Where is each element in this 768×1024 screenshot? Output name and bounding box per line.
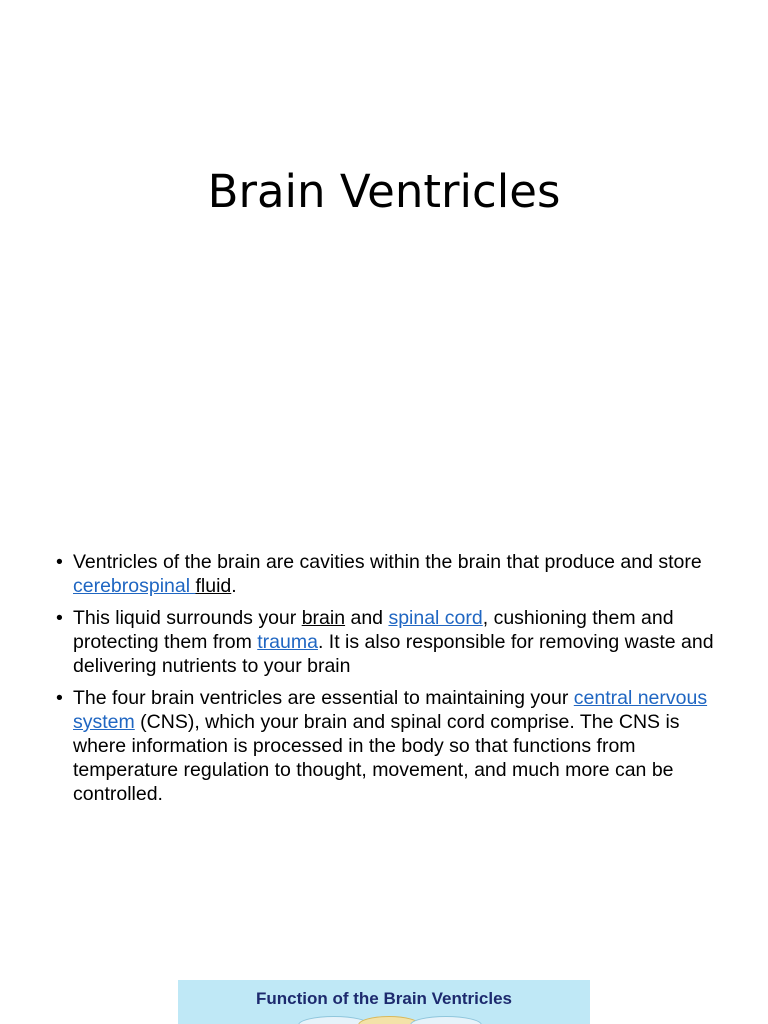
- bullet-text: Ventricles of the brain are cavities within the brain that produce and store: [73, 551, 702, 573]
- slide-title: Brain Ventricles: [207, 165, 561, 218]
- bullet-item-1: [56, 550, 716, 598]
- underlined-fluid[interactable]: fluid: [195, 575, 232, 597]
- link-trauma[interactable]: trauma: [257, 631, 318, 653]
- bullet-text: , cushioning them and protecting them from: [73, 607, 674, 653]
- bullet-list: [56, 550, 716, 814]
- link-cerebrospinal[interactable]: cerebrospinal: [73, 575, 196, 597]
- bullet-item-2: [56, 606, 716, 678]
- bullet-text: . It is also responsible for removing waste and delivering nutrients to your brain: [73, 631, 714, 677]
- cloud-shape-right: [410, 1016, 482, 1024]
- bullet-text: (CNS), which your brain and spinal cord comprise. The CNS is where information is processed in the body so that functions from temperature regulation to thought, movement, and much more can be controlled.: [73, 711, 680, 805]
- bullet-text: The four brain ventricles are essential to maintaining your: [73, 687, 574, 709]
- bullet-text: and: [345, 607, 389, 629]
- underlined-brain[interactable]: brain: [301, 607, 346, 629]
- bullet-text: This liquid surrounds your: [73, 607, 302, 629]
- infographic-caption: Function of the Brain Ventricles: [256, 989, 512, 1008]
- bullet-text: .: [231, 575, 237, 597]
- bullet-marker: •: [56, 551, 63, 573]
- bullet-marker: •: [56, 607, 63, 629]
- link-central-nervous-system[interactable]: central nervous system: [73, 687, 708, 733]
- link-spinal-cord[interactable]: spinal cord: [388, 607, 483, 629]
- bullet-marker: •: [56, 687, 63, 709]
- bullet-item-3: [56, 686, 716, 806]
- brain-ventricles-infographic: [178, 980, 590, 1024]
